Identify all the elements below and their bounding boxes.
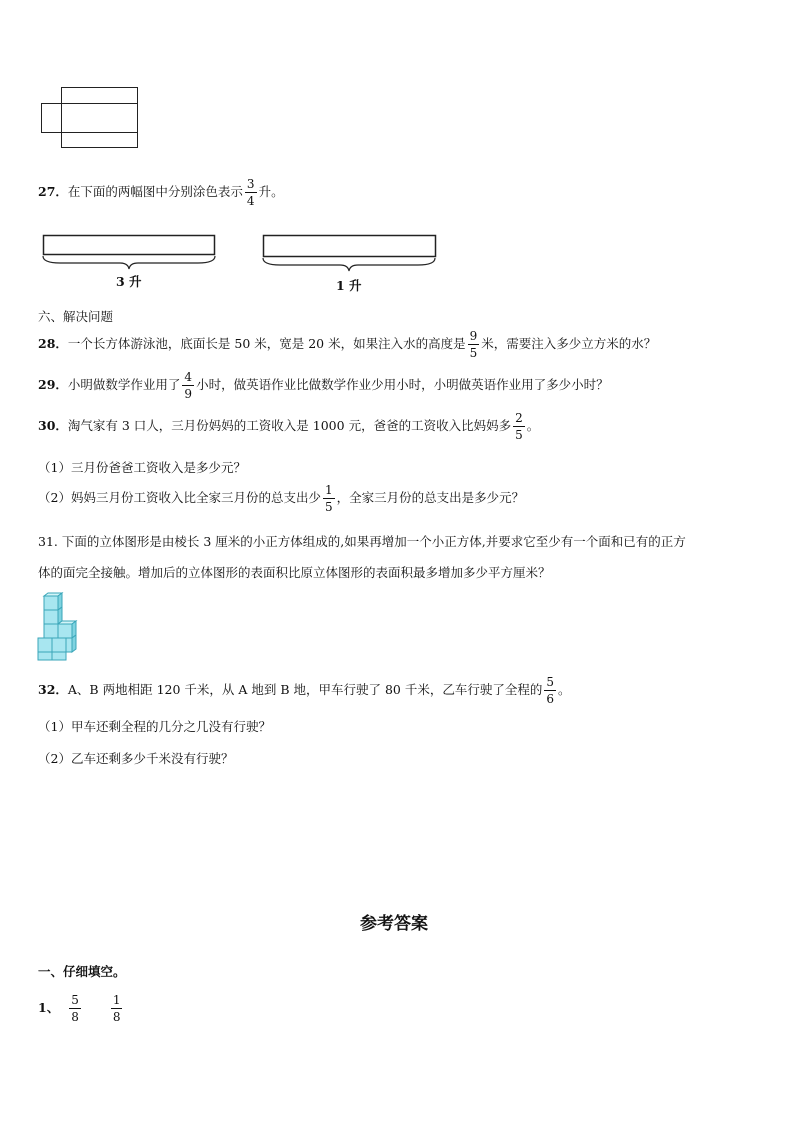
answers-section-title: 一、仔细填空。: [38, 964, 126, 979]
question-31-line-1: 31. 下面的立体图形是由棱长 3 厘米的小正方体组成的,如果再增加一个小正方体,并要求它至少有一个面和已有的正方: [38, 534, 686, 549]
fraction: $\frac{1}{5}$: [324, 483, 333, 514]
fraction: $\frac{5}{8}$: [71, 993, 79, 1024]
bar-1-liter-label: 1 升: [336, 278, 362, 293]
answer-1: 1、 $\frac{5}{8}$ $\frac{1}{8}$: [38, 993, 121, 1024]
question-30: 30．淘气家有 3 口人，三月份妈妈的工资收入是 1000 元，爸爸的工资收入比妈妈多 $\frac{2}{5}$ 。: [38, 411, 540, 442]
answers-title: 参考答案: [360, 914, 428, 934]
question-29: 29．小明做数学作业用了 $\frac{4}{9}$ 小时，做英语作业比做数学作业少用小时，小明做英语作业用了多少小时？: [38, 370, 609, 401]
question-27: 27．在下面的两幅图中分别涂色表示 $\frac{3}{4}$ 升。: [38, 177, 284, 208]
bar-3-liter: [40, 232, 220, 272]
question-32-part-1: （1）甲车还剩全程的几分之几没有行驶？: [38, 719, 271, 734]
question-31-line-2: 体的面完全接触。增加后的立体图形的表面积比原立体图形的表面积最多增加多少平方厘米？: [38, 565, 551, 580]
cube-stack-figure: [36, 592, 78, 662]
fraction: $\frac{2}{5}$: [515, 411, 523, 442]
question-text: 在下面的两幅图中分别涂色表示: [67, 184, 243, 199]
bar-3-liter-label: 3 升: [116, 274, 142, 289]
fraction: $\frac{1}{8}$: [112, 993, 121, 1024]
question-32-part-2: （2）乙车还剩多少千米没有行驶？: [38, 751, 234, 766]
fraction: $\frac{5}{6}$: [546, 675, 554, 706]
section-title: 六、解决问题: [38, 309, 114, 324]
question-30-part-2: （2）妈妈三月份工资收入比全家三月份的总支出少 $\frac{1}{5}$ ，全家三月份的总支出是多少元？: [38, 483, 525, 514]
bar-1-liter: [260, 232, 440, 272]
fraction: $\frac{4}{9}$: [184, 370, 193, 401]
question-28: 28．一个长方体游泳池，底面长是 50 米，宽是 20 米，如果注入水的高度是 $\frac{9}{5}$ 米，需要注入多少立方米的水？: [38, 329, 657, 360]
question-30-part-1: （1）三月份爸爸工资收入是多少元？: [38, 460, 246, 475]
fraction: $\frac{9}{5}$: [469, 329, 478, 360]
fraction: $\frac{3}{4}$: [246, 177, 255, 208]
question-number: 27．: [38, 184, 68, 199]
rectangle-net-figure: [38, 84, 142, 152]
question-32: 32．A、B 两地相距 120 千米，从 A 地到 B 地，甲车行驶了 80 千米，乙车行驶了全程的 $\frac{5}{6}$ 。: [38, 675, 571, 706]
